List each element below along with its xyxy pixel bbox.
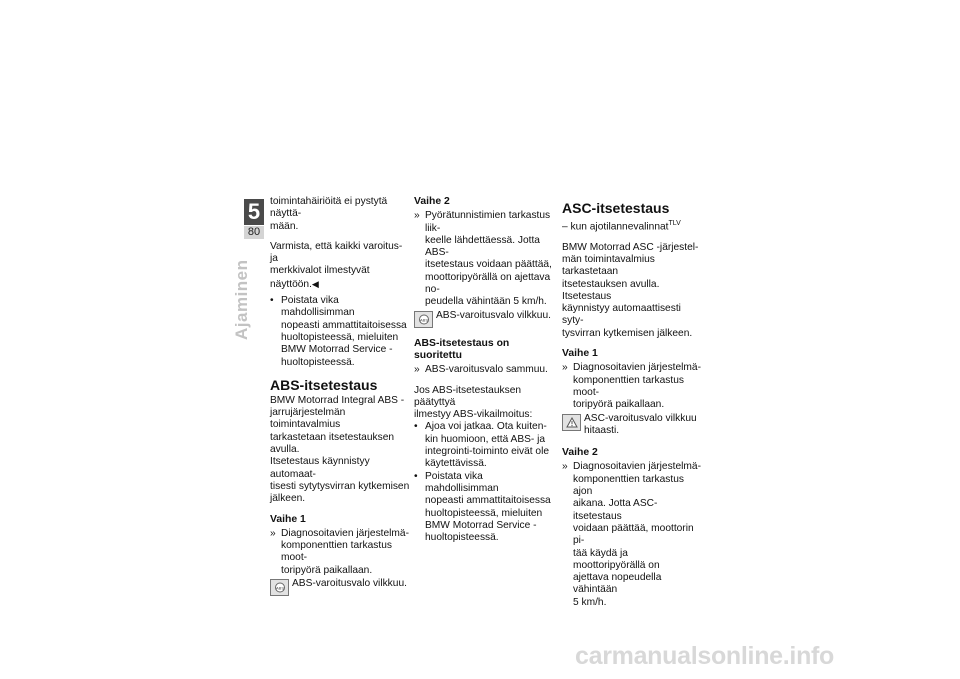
- step-heading: Vaihe 1: [270, 513, 306, 525]
- abs-warning-row: [270, 578, 410, 596]
- step-list: [270, 528, 410, 577]
- asc-warning-text: ASC-varoitusvalo vilkkuu hitaasti.: [584, 412, 697, 436]
- page-number: 80: [244, 226, 264, 239]
- step-list: [414, 210, 554, 308]
- step-heading: Vaihe 1: [562, 348, 598, 360]
- fault-text: Jos ABS-itsetestauksen päätyttyä ilmestyy ABS-vikailmoitus:: [414, 384, 533, 421]
- svg-text:ABS: ABS: [419, 316, 428, 322]
- svg-text:ABS: ABS: [275, 585, 284, 591]
- step-heading: Vaihe 2: [414, 196, 450, 207]
- abs-warning-row: [414, 310, 554, 328]
- asc-intro-paragraph: BMW Motorrad ASC -järjestel- män toimintavalmius tarkastetaan itsetestauksen avulla. Itsetestaus käynnistyy automaattisesti syty- tysvirran kytkemisen jälkeen.: [562, 241, 699, 339]
- abs-intro-paragraph: BMW Motorrad Integral ABS - jarrujärjestelmän toimintavalmius tarkastetaan itsetestauksen avulla. Itsetestaus käynnistyy automaat- tisesti sytytysvirran kytkemisen jälkeen.: [270, 394, 410, 505]
- asc-warning-row: [562, 413, 702, 438]
- watermark-logo: carmanualsonline.info: [575, 642, 835, 670]
- list-item: • Poistata vika mahdollisimman nopeasti ammattitaitoisessa huoltopisteessä, mieluiten BMW Motorrad Service - huoltopisteessä.: [270, 295, 407, 368]
- bullet-list: [270, 295, 410, 369]
- abs-warning-light-icon: [414, 311, 433, 328]
- step-list: [562, 362, 702, 411]
- list-item: » ABS-varoitusvalo sammuu.: [414, 364, 548, 376]
- abs-warning-text: ABS-varoitusvalo vilkkuu.: [436, 309, 551, 321]
- intro-text: toimintahäiriöitä ei pystytä näyttä- mään.: [270, 196, 388, 232]
- step-heading: Vaihe 2: [562, 447, 598, 459]
- end-marker-icon: ◀: [311, 278, 319, 289]
- chapter-title: Ajaminen: [232, 259, 251, 340]
- column-1: [270, 196, 410, 598]
- section-heading-abs-done: ABS-itsetestaus on suoritettu: [414, 337, 510, 361]
- section-heading-asc: ASC-itsetestaus: [562, 200, 670, 216]
- done-list: [414, 364, 554, 376]
- chapter-number-tab: 5: [244, 199, 264, 225]
- abs-warning-text: ABS-varoitusvalo vilkkuu.: [292, 578, 407, 590]
- check-text: Varmista, että kaikki varoitus- ja merkkivalot ilmestyvät näyttöön.◀: [270, 240, 403, 290]
- option-line: – kun ajotilannevalinnat$^{TLV}$: [562, 220, 681, 233]
- list-item: • Ajoa voi jatkaa. Ota kuiten- kin huomioon, että ABS- ja integrointi-toiminto eivät ole käytettävissä.: [414, 421, 550, 470]
- asc-warning-triangle-icon: [562, 414, 581, 431]
- list-item: » Diagnosoitavien järjestelmä- komponenttien tarkastus moot- toripyörä paikallaan.: [562, 362, 701, 411]
- section-heading-abs: ABS-itsetestaus: [270, 376, 378, 393]
- list-item: » Diagnosoitavien järjestelmä- komponenttien tarkastus moot- toripyörä paikallaan.: [270, 527, 409, 576]
- list-item: » Pyörätunnistimien tarkastus liik- keelle lähdettäessä. Jotta ABS- itsetestaus voidaan päättää, moottoripyörällä on ajettava no- peudella vähintään 5 km/h.: [414, 210, 552, 308]
- column-2: [414, 196, 554, 552]
- bullet-list: [414, 421, 554, 544]
- column-3: [562, 196, 702, 617]
- step-list: [562, 461, 702, 609]
- list-item: • Poistata vika mahdollisimman nopeasti ammattitaitoisessa huoltopisteessä, mieluiten BMW Motorrad Service - huoltopisteessä.: [414, 470, 551, 544]
- abs-warning-light-icon: [270, 579, 289, 596]
- list-item: » Diagnosoitavien järjestelmä- komponenttien tarkastus ajon aikana. Jotta ASC-itsetestaus voidaan päättää, moottorin pi- tää käydä ja moottoripyörällä on ajettava nopeudella vähintään 5 km/h.: [562, 461, 701, 608]
